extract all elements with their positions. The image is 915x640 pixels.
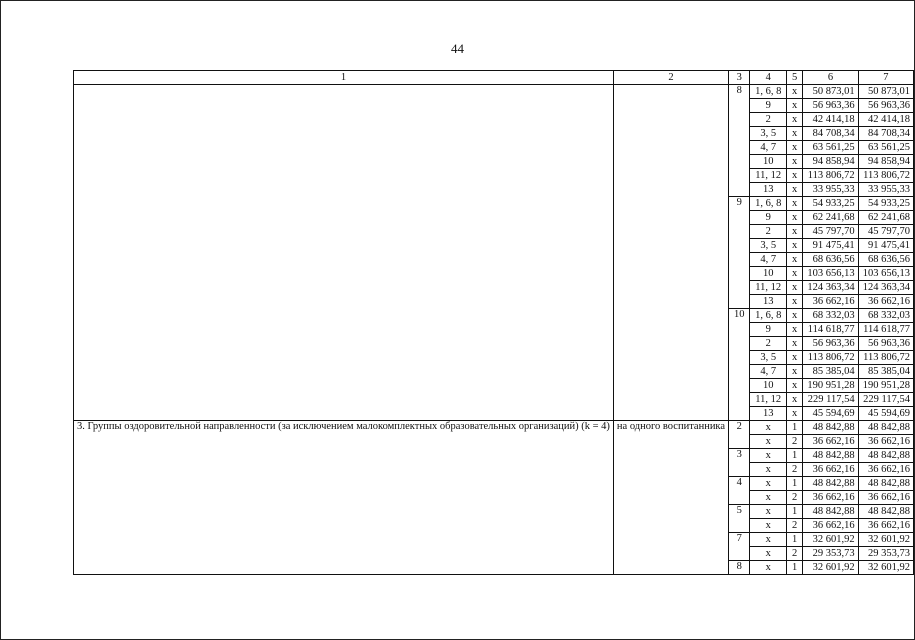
col5-cell: х [786,155,802,169]
tariff-table [73,70,914,575]
page-number: 44 [451,41,464,56]
col5-cell: х [786,407,802,421]
amount-cell: 124 363,34 [858,281,913,295]
amount-cell: 56 963,36 [858,99,913,113]
amount-cell: 36 662,16 [858,463,913,477]
amount-cell: 36 662,16 [858,435,913,449]
amount-cell: 62 241,68 [803,211,858,225]
unit-cell [613,85,728,421]
col5-cell: х [786,337,802,351]
amount-cell: 229 117,54 [803,393,858,407]
amount-cell: 33 955,33 [803,183,858,197]
amount-cell: 42 414,18 [803,113,858,127]
amount-cell: 68 636,56 [803,253,858,267]
group-cell: 3 [729,449,750,477]
amount-cell: 32 601,92 [858,533,913,547]
col5-cell: х [786,225,802,239]
col4-cell: 3, 5 [750,127,787,141]
amount-cell: 45 797,70 [858,225,913,239]
col5-cell: 1 [786,477,802,491]
col4-cell: 2 [750,337,787,351]
amount-cell: 85 385,04 [803,365,858,379]
group-cell: 7 [729,533,750,561]
col4-cell: х [750,449,787,463]
col4-cell: х [750,547,787,561]
amount-cell: 63 561,25 [858,141,913,155]
amount-cell: 85 385,04 [858,365,913,379]
col4-cell: х [750,491,787,505]
amount-cell: 103 656,13 [858,267,913,281]
col4-cell: 11, 12 [750,169,787,183]
col5-cell: х [786,393,802,407]
amount-cell: 84 708,34 [803,127,858,141]
amount-cell: 36 662,16 [858,519,913,533]
amount-cell: 36 662,16 [803,491,858,505]
col4-cell: х [750,463,787,477]
header-cell: 7 [858,71,913,85]
col5-cell: х [786,239,802,253]
amount-cell: 190 951,28 [858,379,913,393]
col4-cell: 9 [750,211,787,225]
col4-cell: 9 [750,323,787,337]
header-row [74,71,914,85]
amount-cell: 114 618,77 [803,323,858,337]
amount-cell: 33 955,33 [858,183,913,197]
amount-cell: 68 332,03 [858,309,913,323]
col5-cell: х [786,295,802,309]
amount-cell: 48 842,88 [858,477,913,491]
col4-cell: х [750,477,787,491]
col5-cell: х [786,365,802,379]
amount-cell: 48 842,88 [858,505,913,519]
amount-cell: 94 858,94 [803,155,858,169]
amount-cell: 68 332,03 [803,309,858,323]
col5-cell: 1 [786,505,802,519]
col4-cell: 4, 7 [750,253,787,267]
group-cell: 10 [729,309,750,421]
col4-cell: 10 [750,267,787,281]
col5-cell: х [786,253,802,267]
col5-cell: х [786,183,802,197]
amount-cell: 32 601,92 [803,533,858,547]
col5-cell: х [786,85,802,99]
amount-cell: 94 858,94 [858,155,913,169]
col5-cell: х [786,379,802,393]
col4-cell: 3, 5 [750,239,787,253]
col5-cell: х [786,267,802,281]
amount-cell: 113 806,72 [803,169,858,183]
col4-cell: х [750,435,787,449]
amount-cell: 56 963,36 [858,337,913,351]
col4-cell: 11, 12 [750,281,787,295]
group-cell: 9 [729,197,750,309]
col5-cell: х [786,141,802,155]
col4-cell: х [750,533,787,547]
amount-cell: 50 873,01 [803,85,858,99]
amount-cell: 45 594,69 [803,407,858,421]
col4-cell: 2 [750,225,787,239]
col5-cell: 2 [786,547,802,561]
amount-cell: 48 842,88 [803,421,858,435]
header-cell: 4 [750,71,787,85]
col5-cell: х [786,323,802,337]
amount-cell: 68 636,56 [858,253,913,267]
col5-cell: 2 [786,463,802,477]
table-row [74,85,914,99]
amount-cell: 103 656,13 [803,267,858,281]
amount-cell: 56 963,36 [803,337,858,351]
amount-cell: 36 662,16 [858,491,913,505]
amount-cell: 190 951,28 [803,379,858,393]
header-cell: 5 [786,71,802,85]
amount-cell: 36 662,16 [803,435,858,449]
group-cell: 5 [729,505,750,533]
amount-cell: 91 475,41 [858,239,913,253]
col5-cell: 1 [786,449,802,463]
amount-cell: 29 353,73 [858,547,913,561]
amount-cell: 36 662,16 [803,463,858,477]
col4-cell: 10 [750,379,787,393]
group-cell: 2 [729,421,750,449]
col4-cell: 13 [750,295,787,309]
col5-cell: 1 [786,561,802,575]
header-cell: 3 [729,71,750,85]
col4-cell: 2 [750,113,787,127]
amount-cell: 84 708,34 [858,127,913,141]
amount-cell: 32 601,92 [803,561,858,575]
amount-cell: 32 601,92 [858,561,913,575]
amount-cell: 113 806,72 [858,169,913,183]
col5-cell: х [786,197,802,211]
amount-cell: 48 842,88 [803,505,858,519]
col4-cell: 4, 7 [750,365,787,379]
amount-cell: 124 363,34 [803,281,858,295]
amount-cell: 114 618,77 [858,323,913,337]
col5-cell: 2 [786,519,802,533]
group-cell: 8 [729,85,750,197]
col4-cell: 1, 6, 8 [750,309,787,323]
col4-cell: х [750,505,787,519]
col4-cell: 4, 7 [750,141,787,155]
amount-cell: 229 117,54 [858,393,913,407]
amount-cell: 48 842,88 [858,421,913,435]
amount-cell: 29 353,73 [803,547,858,561]
col4-cell: 1, 6, 8 [750,85,787,99]
col5-cell: 2 [786,435,802,449]
col5-cell: 1 [786,421,802,435]
amount-cell: 113 806,72 [858,351,913,365]
col4-cell: 13 [750,183,787,197]
amount-cell: 48 842,88 [803,477,858,491]
amount-cell: 62 241,68 [858,211,913,225]
col4-cell: 10 [750,155,787,169]
col4-cell: 9 [750,99,787,113]
header-cell: 6 [803,71,858,85]
header-cell: 2 [613,71,728,85]
col4-cell: 13 [750,407,787,421]
amount-cell: 113 806,72 [803,351,858,365]
amount-cell: 36 662,16 [803,519,858,533]
group-cell: 8 [729,561,750,575]
col5-cell: 1 [786,533,802,547]
col4-cell: 11, 12 [750,393,787,407]
table-row [74,421,914,435]
amount-cell: 48 842,88 [858,449,913,463]
amount-cell: 91 475,41 [803,239,858,253]
amount-cell: 56 963,36 [803,99,858,113]
col5-cell: х [786,99,802,113]
amount-cell: 50 873,01 [858,85,913,99]
amount-cell: 48 842,88 [803,449,858,463]
col4-cell: х [750,421,787,435]
col5-cell: 2 [786,491,802,505]
col4-cell: х [750,519,787,533]
header-cell: 1 [74,71,614,85]
col4-cell: 3, 5 [750,351,787,365]
col5-cell: х [786,127,802,141]
amount-cell: 36 662,16 [858,295,913,309]
col4-cell: 1, 6, 8 [750,197,787,211]
col5-cell: х [786,351,802,365]
group-cell: 4 [729,477,750,505]
amount-cell: 45 797,70 [803,225,858,239]
amount-cell: 45 594,69 [858,407,913,421]
amount-cell: 42 414,18 [858,113,913,127]
amount-cell: 36 662,16 [803,295,858,309]
col5-cell: х [786,281,802,295]
category-cell [74,85,614,421]
amount-cell: 63 561,25 [803,141,858,155]
unit-cell: на одного воспитанника [613,421,728,575]
col5-cell: х [786,211,802,225]
col4-cell: х [750,561,787,575]
amount-cell: 54 933,25 [803,197,858,211]
col5-cell: х [786,113,802,127]
amount-cell: 54 933,25 [858,197,913,211]
col5-cell: х [786,309,802,323]
col5-cell: х [786,169,802,183]
category-cell: 3. Группы оздоровительной направленности (за исключением малокомплектных образовательных организаций) (k = 4) [74,421,614,575]
